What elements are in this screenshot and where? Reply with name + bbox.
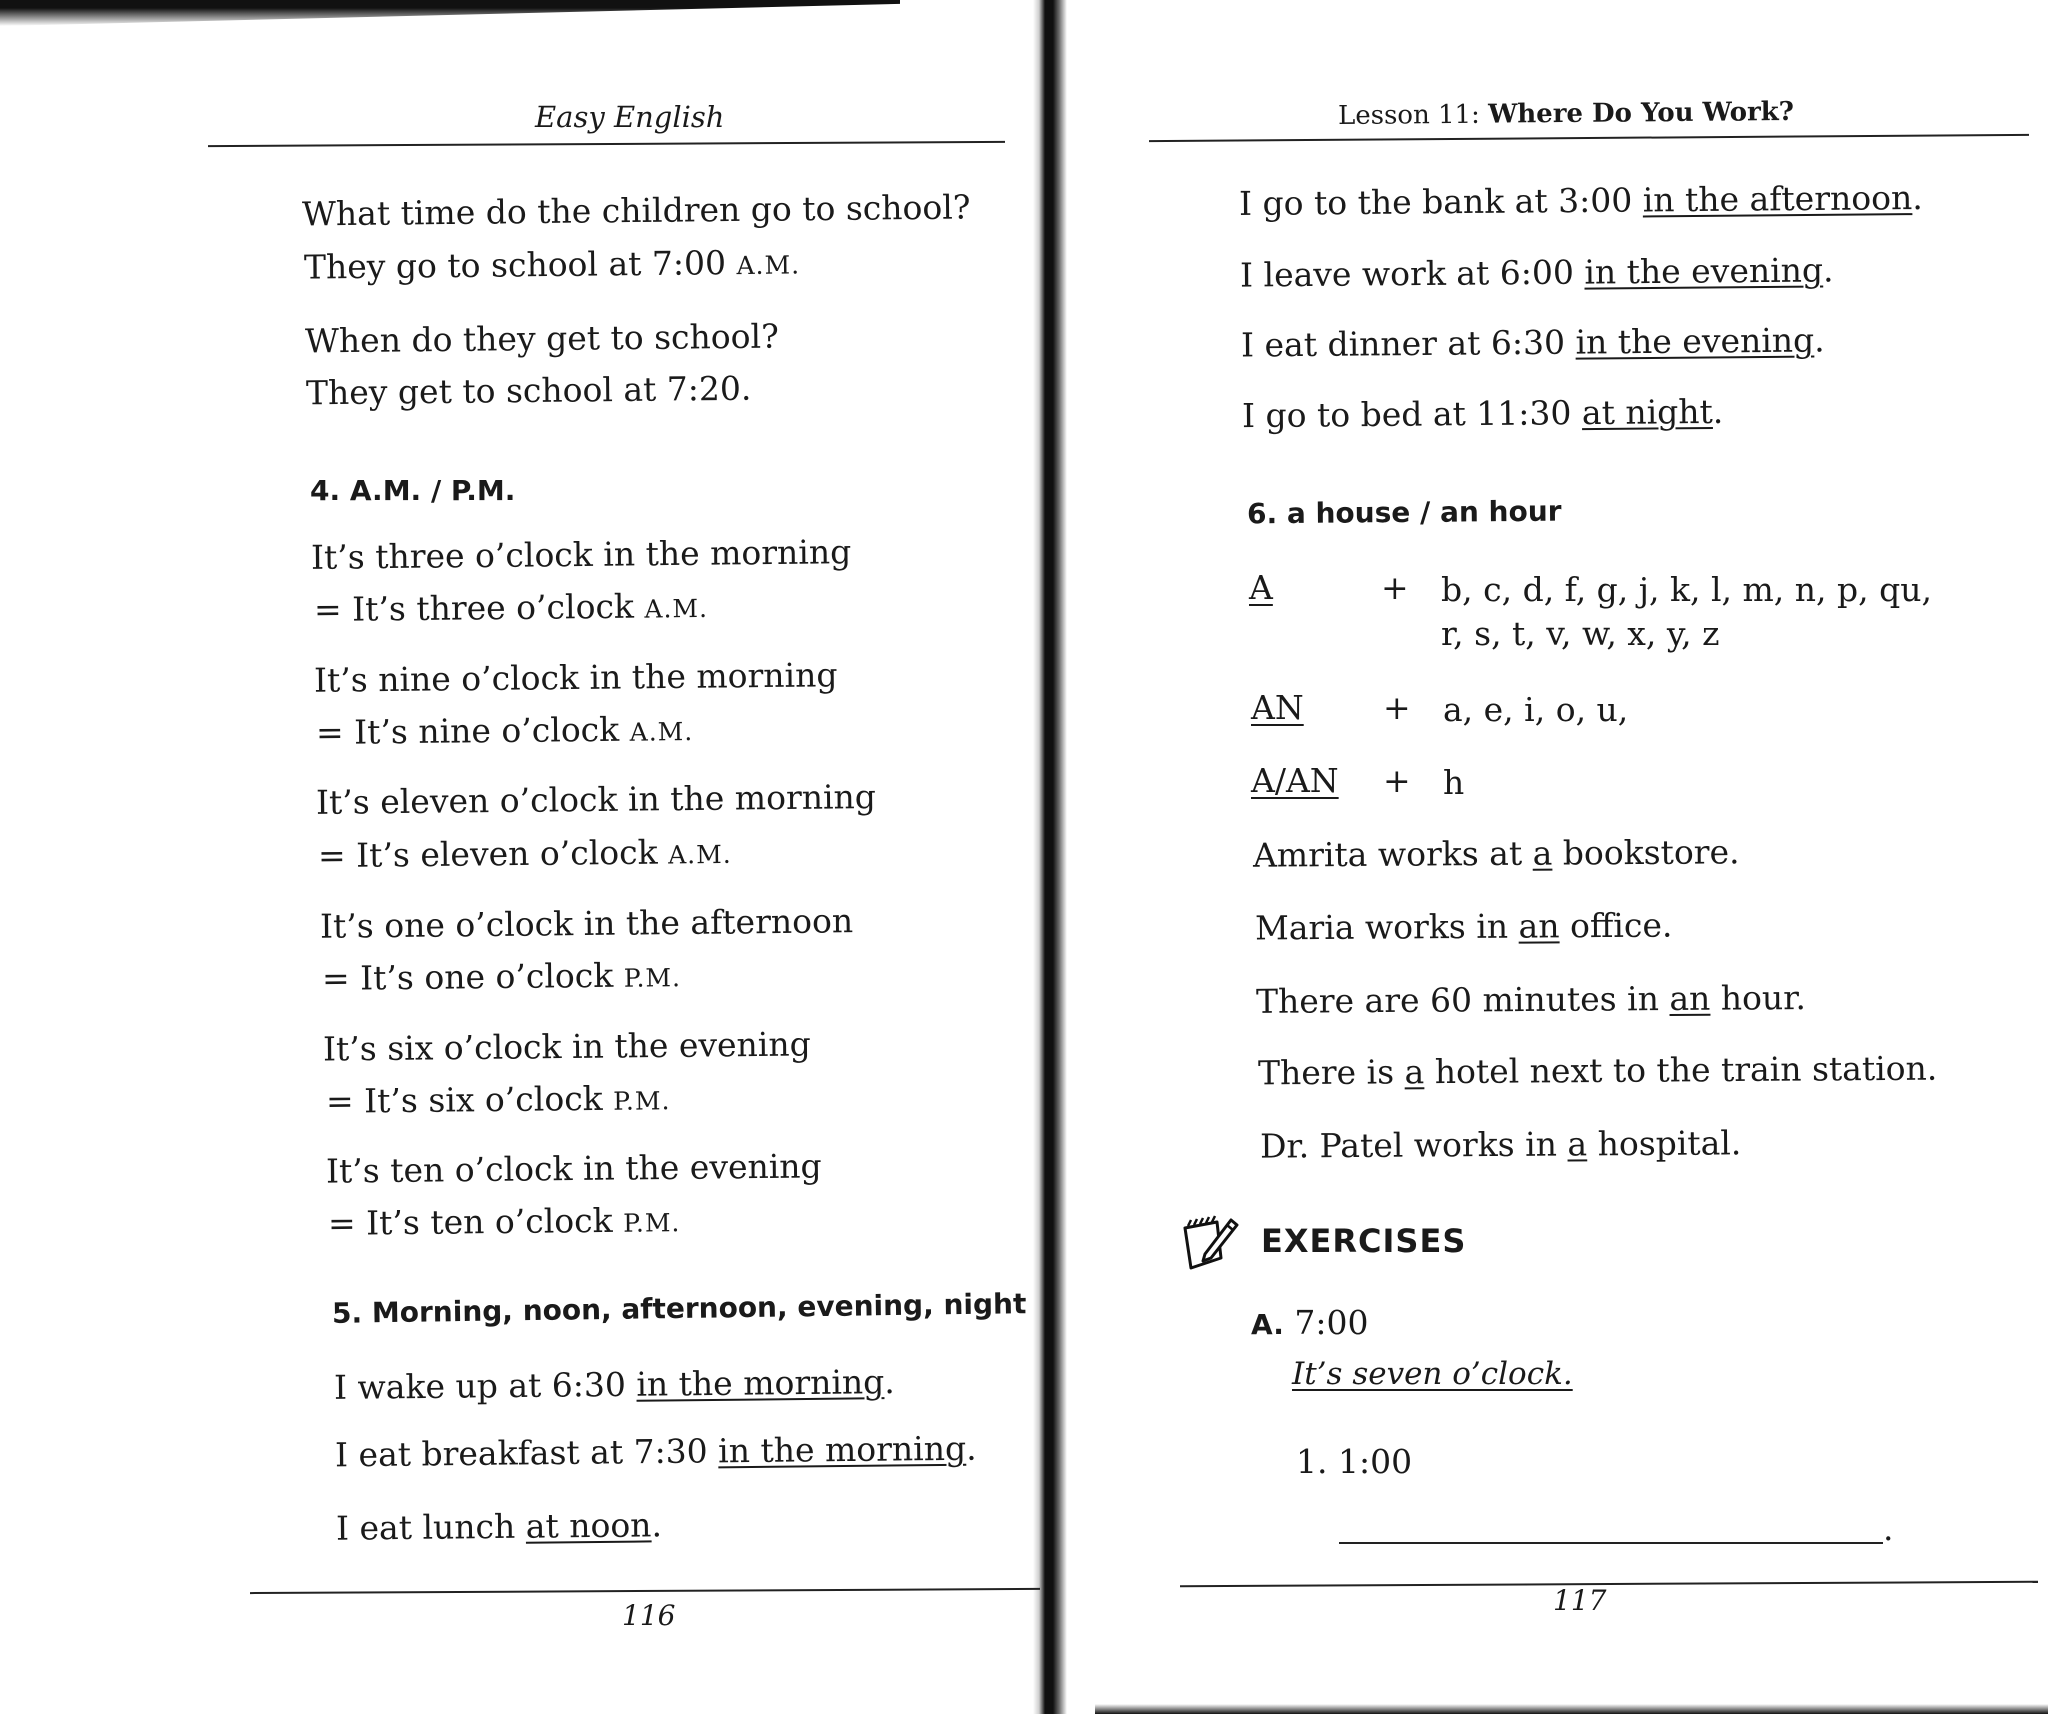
s4-item3-line2: = It’s eleven o’clock A.M. <box>317 832 732 876</box>
exercises-heading: EXERCISES <box>1261 1222 1467 1260</box>
section-5-heading: 5. Morning, noon, afternoon, evening, night <box>331 1287 1027 1330</box>
footer-rule-left <box>250 1588 1040 1594</box>
header-rule-right <box>1149 134 2029 142</box>
page-number-left: 116 <box>622 1599 676 1632</box>
intro-q2: When do they get to school? <box>304 316 779 361</box>
s6-example2: Maria works in an office. <box>1254 905 1673 948</box>
s4-item2-line1: It’s nine o’clock in the morning <box>313 655 838 700</box>
s5-item3: I eat lunch at noon. <box>335 1505 663 1548</box>
s5-cont-item1: I go to the bank at 3:00 in the afternoon. <box>1238 178 1923 223</box>
s4-item3-line1: It’s eleven o’clock in the morning <box>315 777 877 822</box>
s6-example1: Amrita works at a bookstore. <box>1252 832 1740 875</box>
notepad-pencil-icon <box>1177 1212 1241 1278</box>
s5-cont-item2: I leave work at 6:00 in the evening. <box>1239 250 1834 295</box>
exercise-q1-period: . <box>1883 1509 1894 1548</box>
header-rule-left <box>208 141 1005 147</box>
s4-item1-line1: It’s three o’clock in the morning <box>310 532 852 577</box>
s5-item2: I eat breakfast at 7:30 in the morning. <box>334 1428 977 1475</box>
s4-item6-line2: = It’s ten o’clock P.M. <box>327 1200 681 1243</box>
exercise-example-answer: It’s seven o’clock. <box>1292 1356 1573 1392</box>
exercise-q1-answer-blank[interactable] <box>1339 1542 1883 1544</box>
exercise-example: A. 7:00 <box>1251 1303 1369 1342</box>
s4-item4-line1: It’s one o’clock in the afternoon <box>319 901 854 946</box>
s5-cont-item3: I eat dinner at 6:30 in the evening. <box>1240 320 1825 365</box>
article-rule-an: AN + a, e, i, o, u, <box>1251 688 1629 729</box>
intro-q1: What time do the children go to school? <box>301 187 971 234</box>
intro-a1: They go to school at 7:00 A.M. <box>303 243 801 287</box>
running-head-right: Lesson 11: Where Do You Work? <box>1337 97 1795 131</box>
running-head-left: Easy English <box>535 100 725 134</box>
s4-item6-line1: It’s ten o’clock in the evening <box>325 1146 822 1191</box>
s6-example3: There are 60 minutes in an hour. <box>1255 978 1807 1021</box>
s6-example4: There is a hotel next to the train station. <box>1257 1048 1938 1093</box>
exercise-q1: 1. 1:00 <box>1296 1442 1413 1481</box>
s4-item5-line1: It’s six o’clock in the evening <box>322 1024 811 1069</box>
right-page <box>1065 0 2048 1714</box>
section-4-heading: 4. A.M. / P.M. <box>310 474 516 507</box>
article-rule-a-an: A/AN + h <box>1251 761 1465 802</box>
s4-item1-line2: = It’s three o’clock A.M. <box>313 586 709 630</box>
s4-item4-line2: = It’s one o’clock P.M. <box>321 955 682 998</box>
page-number-right: 117 <box>1553 1584 1607 1617</box>
s5-cont-item4: I go to bed at 11:30 at night. <box>1241 391 1724 436</box>
article-rule-a: A + b, c, d, f, g, j, k, l, m, n, p, qu, r, s, t, v, w, x, y, z <box>1249 568 1932 653</box>
s4-item5-line2: = It’s six o’clock P.M. <box>325 1078 671 1121</box>
s4-item2-line2: = It’s nine o’clock A.M. <box>315 709 694 752</box>
s6-example5: Dr. Patel works in a hospital. <box>1259 1123 1742 1166</box>
section-6-heading: 6. a house / an hour <box>1246 494 1562 531</box>
intro-a2: They get to school at 7:20. <box>305 368 752 413</box>
s5-item1: I wake up at 6:30 in the morning. <box>333 1362 896 1407</box>
footer-rule-right <box>1180 1581 2038 1587</box>
